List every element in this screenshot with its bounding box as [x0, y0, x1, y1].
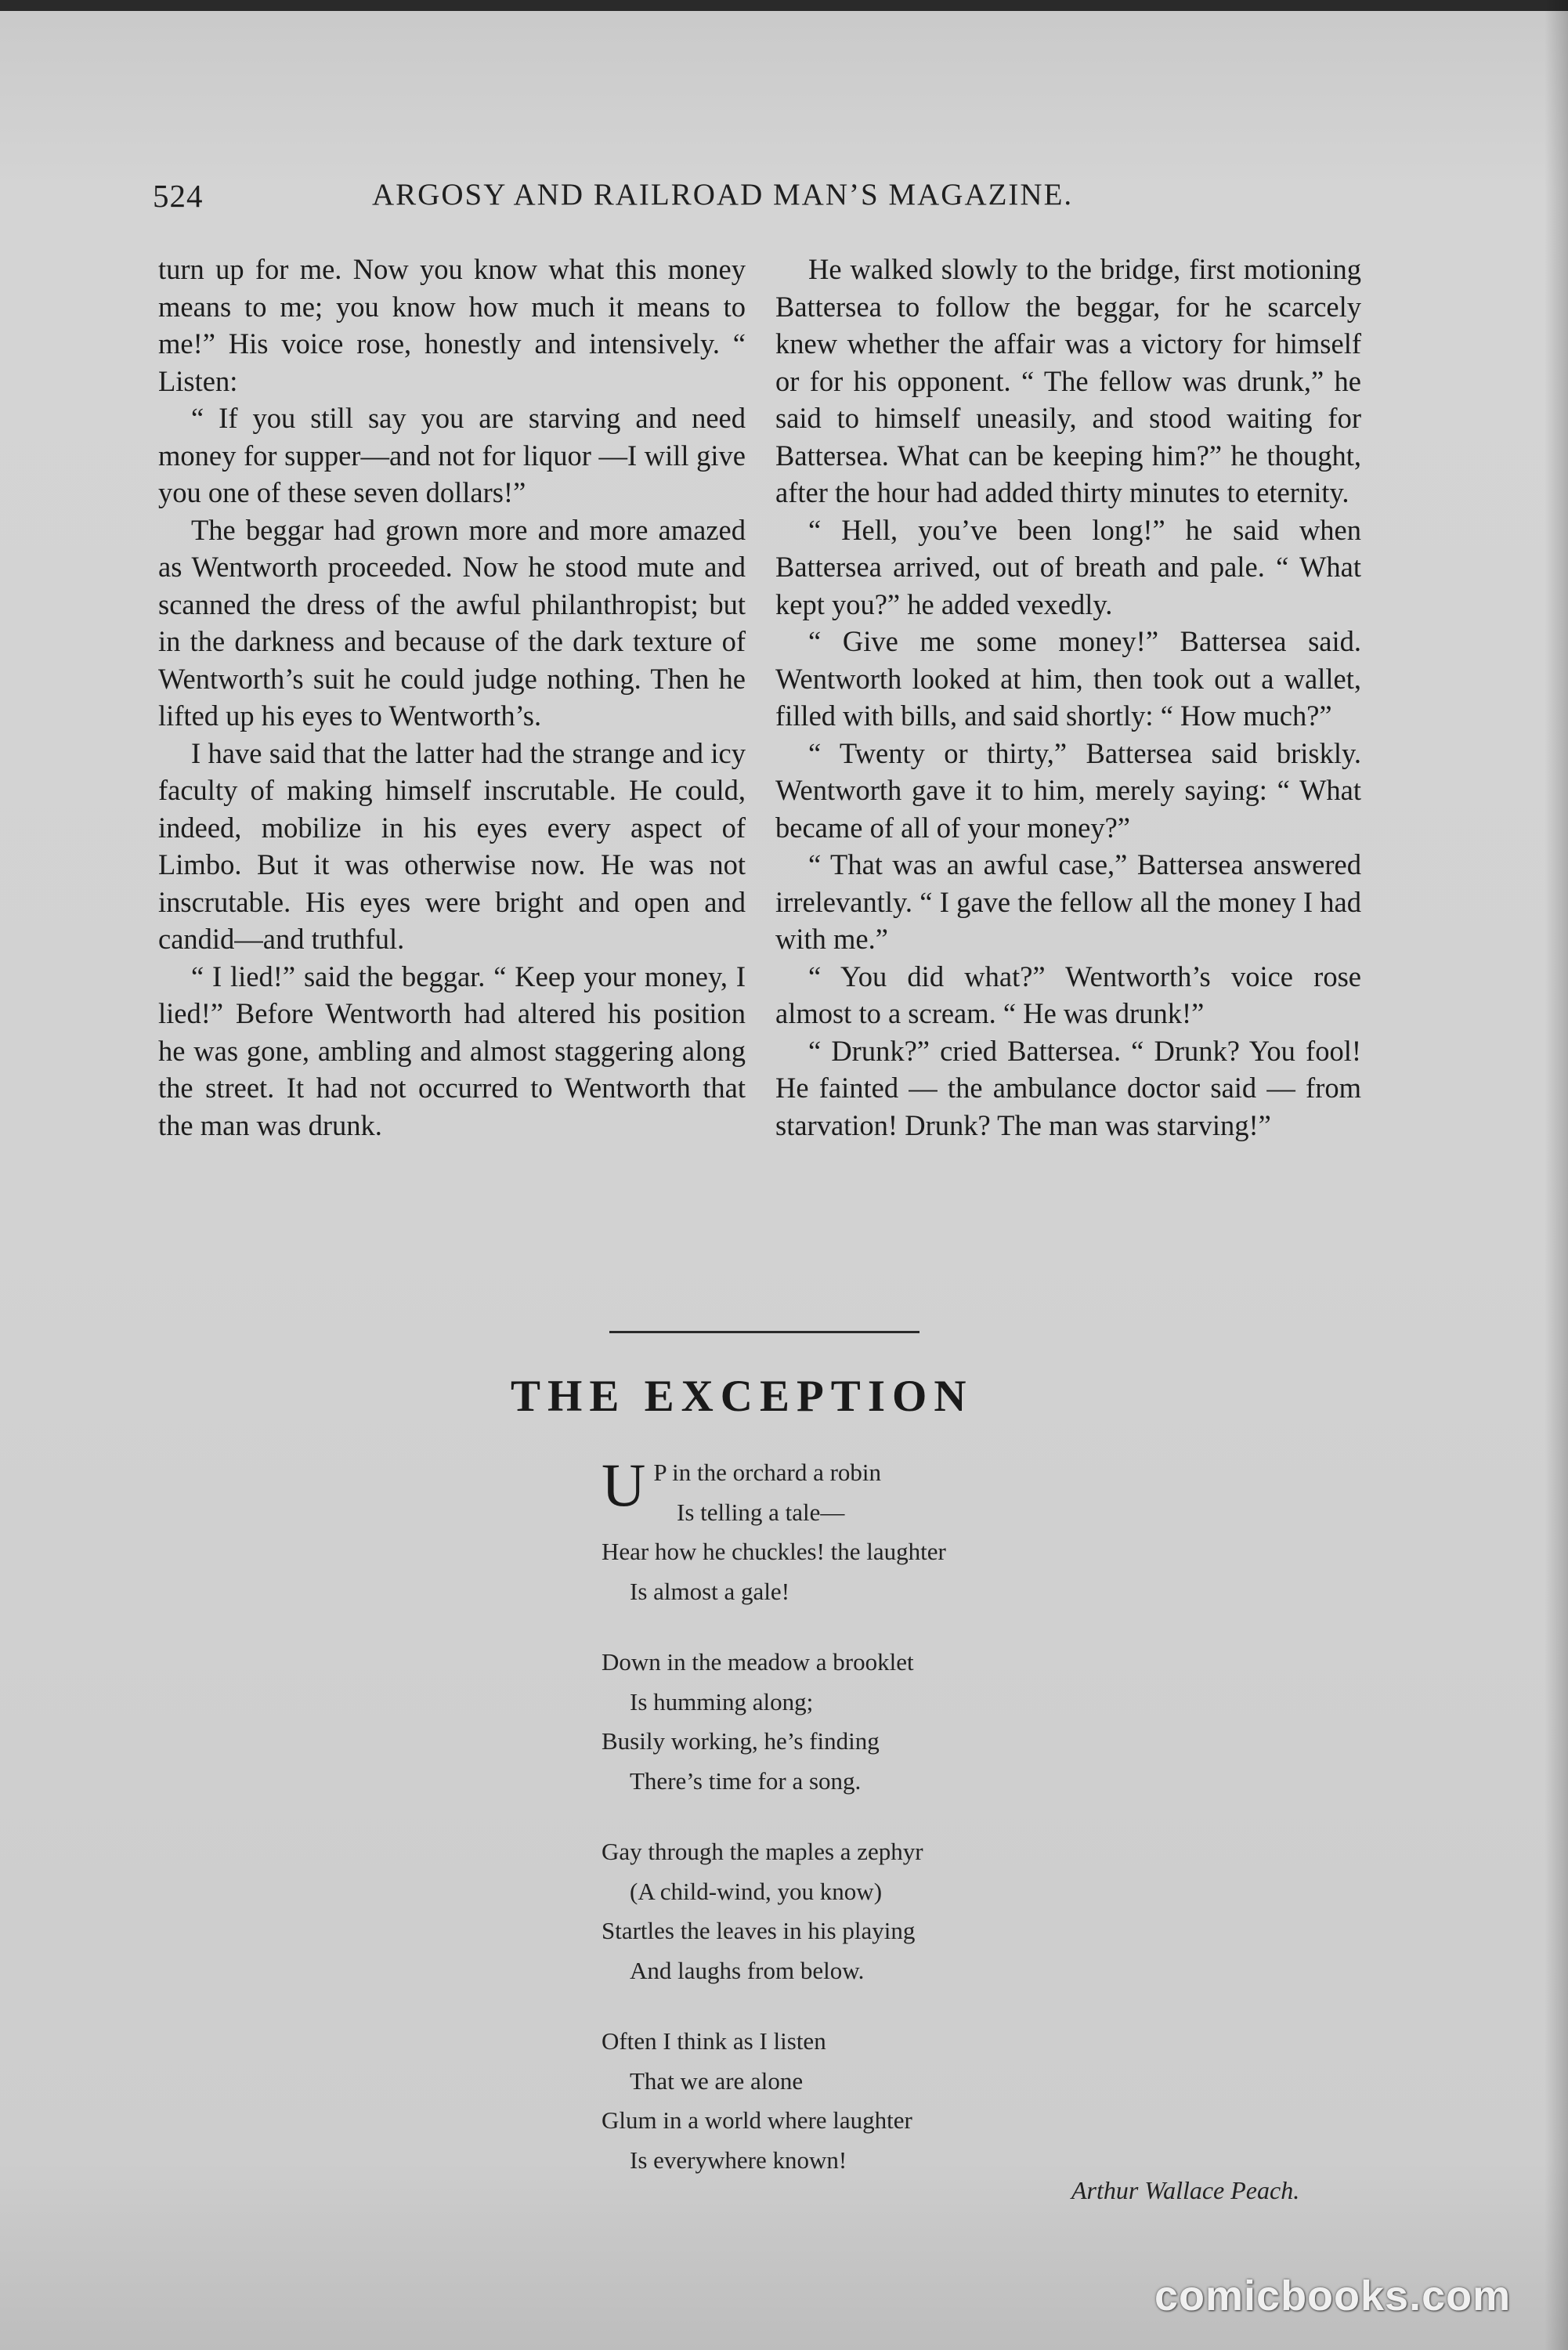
paragraph: “ Give me some money!” Battersea said. Wentworth looked at him, then took out a wallet, filled with bills, and said shortly: “ How much?” — [775, 625, 1361, 732]
poem-stanza — [602, 1643, 1150, 1801]
poem-title: THE EXCEPTION — [511, 1372, 974, 1421]
poem-line: Gay through the maples a zephyr — [602, 1838, 923, 1865]
poem-stanza — [602, 2022, 1150, 2180]
page-header — [153, 177, 1375, 224]
right-column — [775, 251, 1361, 1144]
poem-line: Glum in a world where laughter — [602, 2106, 912, 2134]
poem-author: Arthur Wallace Peach. — [1071, 2176, 1300, 2204]
site-watermark: comicbooks.com — [1154, 2272, 1512, 2319]
poem-line: Is almost a gale! — [630, 1577, 790, 1605]
paragraph: “ That was an awful case,” Battersea answered irrelevantly. “ I gave the fellow all the money I had with me.” — [775, 848, 1361, 955]
poem-line: Hear how he chuckles! the laughter — [602, 1538, 946, 1565]
paragraph: turn up for me. Now you know what this money means to me; you know how much it means to me!” His voice rose, honestly and intensively. “ Listen: — [158, 253, 746, 397]
paragraph: “ Twenty or thirty,” Battersea said briskly. Wentworth gave it to him, merely saying: “ What became of all of your money?” — [775, 736, 1361, 844]
paragraph: “ If you still say you are starving and need money for supper—and not for liquor —I will give you one of these seven dollars!” — [158, 402, 746, 508]
page-edge-shadow — [1545, 0, 1568, 2350]
paragraph: “ Hell, you’ve been long!” he said when Battersea arrived, out of breath and pale. “ What kept you?” he added vexedly. — [775, 513, 1361, 620]
running-head: ARGOSY AND RAILROAD MAN’S MAGAZINE. — [372, 178, 1074, 212]
poem-line: That we are alone — [630, 2066, 804, 2095]
poem-line: (A child-wind, you know) — [630, 1877, 883, 1905]
paragraph: I have said that the latter had the strange and icy faculty of making himself inscrutable. He could, indeed, mobilize in his eyes every aspect of Limbo. But it was otherwise now. He was not inscrutable. His eyes were bright and open and candid—and truthful. — [158, 736, 746, 955]
poem-line: Is telling a tale— — [677, 1498, 845, 1526]
poem — [602, 1453, 1150, 2211]
poem-line: Startles the leaves in his playing — [602, 1917, 916, 1944]
poem-line: P in the orchard a robin — [653, 1459, 882, 1486]
paragraph: He walked slowly to the bridge, first motioning Battersea to follow the beggar, for he scarcely knew whether the affair was a victory for himself or for his opponent. “ The fellow was drunk,” he said to himself uneasily, and stood waiting for Battersea. What can be keeping him?” he thought, after the hour had added thirty minutes to eternity. — [775, 253, 1361, 508]
section-divider — [609, 1331, 919, 1333]
poem-line: Is humming along; — [630, 1687, 814, 1716]
poem-line: There’s time for a song. — [630, 1766, 862, 1795]
poem-line: Often I think as I listen — [602, 2027, 826, 2055]
poem-line: Down in the meadow a brooklet — [602, 1648, 914, 1676]
poem-line: Is everywhere known! — [630, 2146, 847, 2174]
poem-stanza — [602, 1453, 1150, 1611]
poem-stanza — [602, 1832, 1150, 1990]
page-number: 524 — [153, 178, 204, 214]
paragraph: “ I lied!” said the beggar. “ Keep your money, I lied!” Before Wentworth had altered his position he was gone, ambling and almost staggering along the street. It had not occurred to Wentworth that the man was drunk. — [158, 960, 746, 1141]
poem-line: Busily working, he’s finding — [602, 1727, 880, 1755]
drop-cap: U — [602, 1451, 646, 1519]
paragraph: “ You did what?” Wentworth’s voice rose almost to a scream. “ He was drunk!” — [775, 960, 1361, 1029]
paragraph: “ Drunk?” cried Battersea. “ Drunk? You fool! He fainted — the ambulance doctor said — from starvation! Drunk? The man was starving!” — [775, 1034, 1361, 1141]
left-column — [158, 251, 746, 1144]
poem-line: And laughs from below. — [630, 1956, 865, 1984]
paragraph: The beggar had grown more and more amazed as Wentworth proceeded. Now he stood mute and scanned the dress of the awful philanthropist; but in the darkness and because of the dark texture of Wentworth’s suit he could judge nothing. Then he lifted up his eyes to Wentworth’s. — [158, 513, 746, 732]
